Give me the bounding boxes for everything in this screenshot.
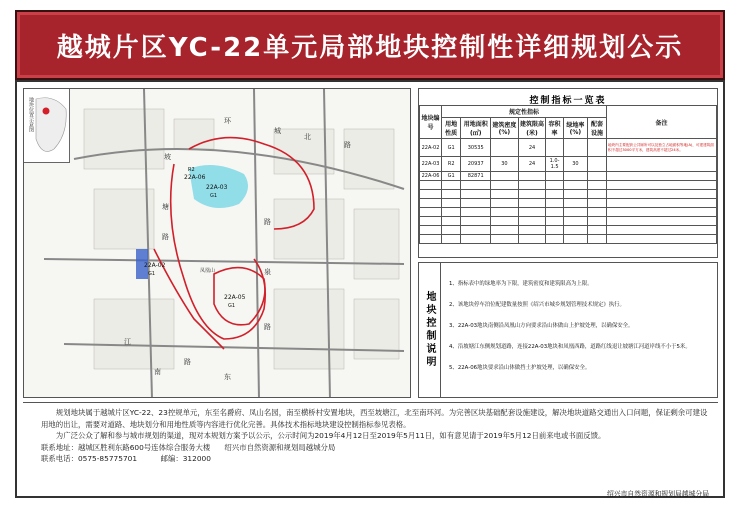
page-title: 越城片区YC-22单元局部地块控制性详细规划公示 xyxy=(56,32,684,63)
table-title: 控制指标一览表 xyxy=(529,96,607,106)
map-block xyxy=(94,189,154,249)
table-row xyxy=(420,172,717,181)
description xyxy=(41,407,709,465)
th-group: 规定性指标 xyxy=(442,106,607,118)
locator-label: 地块位置示意图 xyxy=(28,97,34,132)
map-block xyxy=(354,209,399,279)
description-para: 规划地块属于越城片区YC-22、23控规单元，东至名爵府、凤山名园，南至横桥村安置地块，西至坡塘江，北至南环河。为完善区块基础配套设施建设，解决地块道路交通出入口问题，保证剩余可建设用地的出让，需要对道路、地块划分和用地性质等内容进行优化完善。具体技术指标地块建设控制指标参见表格。 xyxy=(41,408,708,429)
road-label: 环 xyxy=(224,117,231,125)
road-label: 塘 xyxy=(162,203,169,211)
cell xyxy=(588,172,607,181)
th-area: 用地面积(㎡) xyxy=(461,118,491,139)
locator-inset xyxy=(24,89,70,163)
cell xyxy=(546,139,563,157)
road-label: 路 xyxy=(162,233,169,241)
th-facility: 配套设施 xyxy=(588,118,607,139)
cell xyxy=(563,139,587,157)
table-row xyxy=(420,139,717,157)
th-green: 绿地率(%) xyxy=(563,118,587,139)
table-row xyxy=(420,226,717,235)
th-remark: 备注 xyxy=(607,106,717,139)
road-label: 东 xyxy=(224,373,231,381)
parcel-label: 22A-03 xyxy=(206,184,228,191)
cell: 30535 xyxy=(461,139,491,157)
control-note: 4、沿坡塘江东侧规划道路，连接22A-03地块和凤凰西路，道路红线退让坡塘江河道岸线不小于5米。 xyxy=(449,344,691,350)
cell: 82871 xyxy=(461,172,491,181)
road-label: 泉 xyxy=(264,268,271,276)
contact-line xyxy=(41,442,709,454)
indicator-table xyxy=(419,105,717,244)
cell xyxy=(588,157,607,172)
table-row xyxy=(420,181,717,190)
road-label: 路 xyxy=(184,358,191,366)
indicator-table-box xyxy=(418,88,718,258)
cell xyxy=(588,139,607,157)
road-label: 凤凰山 xyxy=(200,268,216,274)
th-density: 建筑密度(%) xyxy=(491,118,519,139)
table-header-row xyxy=(420,106,717,118)
parcel-code: R2 xyxy=(188,167,195,173)
cell xyxy=(546,172,563,181)
cell xyxy=(491,172,519,181)
th-far: 容积率 xyxy=(546,118,563,139)
cell xyxy=(518,172,546,181)
cell: G1 xyxy=(442,139,461,157)
control-note: 5、22A-06地块要求沿山体做挡土护坡处理，以确保安全。 xyxy=(449,365,591,371)
th-use: 用地性质 xyxy=(442,118,461,139)
plan-map xyxy=(23,88,411,398)
cell-remark xyxy=(607,157,717,172)
th-parcel: 地块编号 xyxy=(420,106,442,139)
cell: 24 xyxy=(518,157,546,172)
map-block xyxy=(174,119,214,149)
cell: 24 xyxy=(518,139,546,157)
cell: 22A-06 xyxy=(420,172,442,181)
locator-marker xyxy=(43,108,50,115)
table-row xyxy=(420,235,717,244)
cell: R2 xyxy=(442,157,461,172)
cell-remark xyxy=(607,172,717,181)
map-block xyxy=(344,129,394,189)
description-para: 为广泛公众了解和参与城市规划的渠道，现对本规划方案予以公示，公示时间为2019年4月12日至2019年5月11日，如有意见请于2019年5月12日前来电或书面反馈。 xyxy=(55,431,606,440)
locator-outline xyxy=(36,98,66,152)
title-banner xyxy=(15,10,725,80)
contact-office: 绍兴市自然资源和规划局越城分局 xyxy=(224,442,336,452)
parcel-code: G1 xyxy=(228,303,236,309)
cell: 30 xyxy=(563,157,587,172)
cell-remark: 地块内主要配套公共厕所可以及独立占地面积等地(A)，可建建筑面积不超过3000平方米，建筑高度不超过24米。 xyxy=(607,139,717,157)
cell: 30 xyxy=(491,157,519,172)
map-block xyxy=(274,289,344,369)
control-notes-body xyxy=(449,281,713,386)
parcel-code: G1 xyxy=(210,193,218,199)
table-row xyxy=(420,217,717,226)
control-notes xyxy=(418,262,718,398)
road-label: 江 xyxy=(124,338,131,346)
divider xyxy=(23,402,718,403)
table-row xyxy=(420,208,717,217)
control-notes-label: 地块控制说明 xyxy=(424,291,435,369)
contact-phone: 联系电话：0575-85775701 xyxy=(41,454,138,463)
road-label: 坡 xyxy=(164,153,171,161)
control-note: 2、该地块停车泊位配建数量按照《绍兴市城乡规划管理技术规定》执行。 xyxy=(449,302,625,308)
parcel-label: 22A-02 xyxy=(144,262,166,269)
contact-line xyxy=(41,453,709,465)
cell: 20937 xyxy=(461,157,491,172)
table-row xyxy=(420,157,717,172)
parcel-label: 22A-05 xyxy=(224,294,246,301)
control-notes-heading xyxy=(419,263,441,397)
control-note: 1、指标表中的绿地率为下限，建筑密度和建筑限高为上限。 xyxy=(449,281,593,287)
map-block xyxy=(94,299,174,369)
road xyxy=(44,259,404,264)
map-block xyxy=(84,109,164,169)
road-label: 路 xyxy=(264,323,271,331)
table-row xyxy=(420,190,717,199)
contact-postcode: 邮编：312000 xyxy=(160,454,211,463)
road-label: 城 xyxy=(274,127,281,135)
map-drawing xyxy=(24,89,411,398)
content-panel xyxy=(15,80,725,498)
road-label: 路 xyxy=(344,141,351,149)
road-label: 北 xyxy=(304,133,311,141)
cell xyxy=(563,172,587,181)
parcel-label: 22A-06 xyxy=(184,174,206,181)
cell: G1 xyxy=(442,172,461,181)
footer-org: 绍兴市自然资源和规划局越城分局 xyxy=(607,490,709,498)
road xyxy=(254,89,259,398)
road-label: 南 xyxy=(154,368,161,376)
table-row xyxy=(420,199,717,208)
cell: 1.0-1.5 xyxy=(546,157,563,172)
cell xyxy=(491,139,519,157)
locator-map xyxy=(24,89,70,163)
cell: 22A-03 xyxy=(420,157,442,172)
cell: 22A-02 xyxy=(420,139,442,157)
parcel-code: G1 xyxy=(148,271,156,277)
th-height: 建筑限高(米) xyxy=(518,118,546,139)
contact-address: 联系地址：越城区胜利东路600号连体综合服务大楼 xyxy=(41,442,211,452)
road-label: 路 xyxy=(264,218,271,226)
control-note: 3、22A-03地块南侧沿凤凰山方向要求沿山体做山上护坡处理，以确保安全。 xyxy=(449,323,634,329)
